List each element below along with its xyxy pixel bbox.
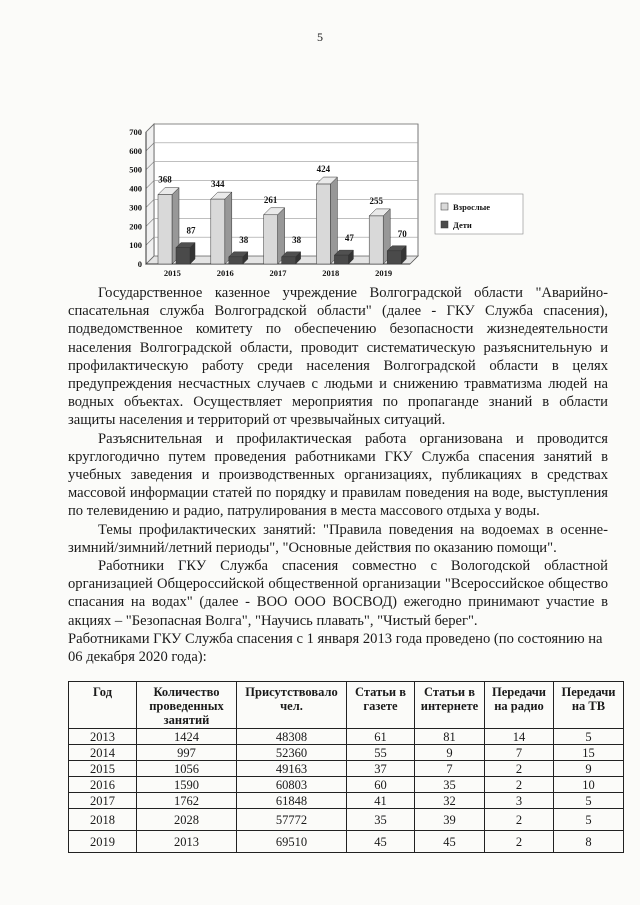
table-cell: 5 — [554, 809, 624, 831]
data-label: 70 — [397, 228, 407, 239]
table-row — [69, 809, 624, 831]
bar — [387, 251, 401, 264]
table-cell: 2 — [485, 777, 554, 793]
table-cell: 5 — [554, 793, 624, 809]
data-label: 261 — [263, 194, 278, 205]
table-header-cell: Количество проведенных занятий — [137, 682, 237, 729]
table-cell: 69510 — [237, 831, 347, 853]
y-tick-label: 500 — [129, 164, 142, 175]
bar-chart — [110, 122, 530, 284]
table-cell: 2013 — [69, 729, 137, 745]
legend-swatch — [441, 221, 448, 228]
legend-label: Дети — [453, 220, 472, 230]
data-label: 344 — [211, 179, 225, 190]
table-cell: 2 — [485, 831, 554, 853]
x-tick-label: 2015 — [163, 268, 181, 278]
table-cell: 1762 — [137, 793, 237, 809]
table-cell: 9 — [415, 745, 485, 761]
table-cell: 61848 — [237, 793, 347, 809]
table-cell: 2014 — [69, 745, 137, 761]
table-cell: 7 — [485, 745, 554, 761]
x-tick-label: 2019 — [375, 268, 393, 278]
table-cell: 81 — [415, 729, 485, 745]
table-cell: 2 — [485, 809, 554, 831]
table-cell: 60803 — [237, 777, 347, 793]
x-tick-label: 2018 — [322, 268, 340, 278]
table-cell: 35 — [347, 809, 415, 831]
table-row — [69, 777, 624, 793]
bar — [316, 184, 330, 264]
table-cell: 35 — [415, 777, 485, 793]
table-cell: 45 — [415, 831, 485, 853]
paragraph-3: Темы профилактических занятий: "Правила поведения на водоемах в осенне-зимний/зимний/летний периоды", "Основные действия по оказанию помощи". — [68, 521, 608, 556]
data-table — [68, 681, 624, 853]
intro-line: Работниками ГКУ Служба спасения с 1 января 2013 года проведено (по состоянию на 06 декабря 2020 года): — [68, 630, 603, 666]
bar-side — [225, 192, 232, 264]
bar — [158, 195, 172, 264]
table-cell: 2018 — [69, 809, 137, 831]
paragraph-1: Государственное казенное учреждение Волгоградской области "Аварийно-спасательная служба Волгоградской области" (далее - ГКУ Служба спасения), подведомственное комитету по обеспечению безопасности жизнедеятельности населения Волгоградской области, проводит систематическую разъяснительную и профилактическую работу среди населения Волгоградской области в целях предупреждения несчастных случаев с людьми и снижению травматизма людей на водных объектах. Осуществляет мероприятия по пропаганде знаний в области защиты населения и территорий от чрезвычайных ситуаций. — [68, 285, 608, 429]
chart-side-wall — [146, 124, 154, 264]
data-label: 368 — [158, 174, 172, 185]
table-header-cell: Присутствовало чел. — [237, 682, 347, 729]
table-cell: 45 — [347, 831, 415, 853]
table-row — [69, 831, 624, 853]
table-row — [69, 793, 624, 809]
page-number: 5 — [317, 30, 323, 44]
table-cell: 2019 — [69, 831, 137, 853]
table-header-cell: Передачи на ТВ — [554, 682, 624, 729]
table-cell: 37 — [347, 761, 415, 777]
table-row — [69, 745, 624, 761]
data-label: 87 — [186, 225, 196, 236]
table-row — [69, 729, 624, 745]
data-label: 47 — [344, 233, 354, 244]
table-cell: 997 — [137, 745, 237, 761]
table-cell: 1590 — [137, 777, 237, 793]
table-header-cell: Статьи в газете — [347, 682, 415, 729]
bar — [229, 257, 243, 264]
y-tick-label: 700 — [129, 127, 142, 137]
table-cell: 57772 — [237, 809, 347, 831]
table-header-cell: Год — [69, 682, 137, 729]
table-cell: 32 — [415, 793, 485, 809]
table-cell: 60 — [347, 777, 415, 793]
bar — [334, 255, 348, 264]
table-cell: 9 — [554, 761, 624, 777]
x-tick-label: 2017 — [269, 268, 287, 278]
y-tick-label: 400 — [129, 183, 142, 194]
table-cell: 15 — [554, 745, 624, 761]
paragraph-2: Разъяснительная и профилактическая работа организована и проводится круглогодично путем проведения работниками ГКУ Служба спасения занятий в учебных заведения и производственных организациях, публикациях в средствах массовой информации статей по порядку и правилам поведения на воде, выступления по телевидению и радио, патрулирования в места массового отдыха у воды. — [68, 430, 608, 520]
bar-side — [330, 177, 337, 264]
data-label: 255 — [369, 195, 383, 206]
table-cell: 7 — [415, 761, 485, 777]
y-tick-label: 0 — [137, 259, 142, 269]
table-cell: 1056 — [137, 761, 237, 777]
y-tick-label: 600 — [129, 145, 142, 156]
table-cell: 48308 — [237, 729, 347, 745]
data-label: 424 — [316, 164, 331, 175]
table-cell: 2017 — [69, 793, 137, 809]
legend-label: Взрослые — [453, 202, 491, 212]
bar — [369, 216, 383, 264]
data-label: 38 — [292, 234, 302, 245]
table-cell: 8 — [554, 831, 624, 853]
table-row — [69, 761, 624, 777]
table-cell: 14 — [485, 729, 554, 745]
table-cell: 2015 — [69, 761, 137, 777]
table-cell: 10 — [554, 777, 624, 793]
table-cell: 55 — [347, 745, 415, 761]
chart-svg — [110, 122, 530, 284]
paragraph-4: Работники ГКУ Служба спасения совместно с Вологодской областной организацией Общероссийской общественной организации "Всероссийское общество спасания на водах" (далее - ВОО ООО ВОСВОД) ежегодно принимают участие в акциях – "Безопасная Волга", "Научись плавать", "Чистый берег". — [68, 558, 608, 629]
data-label: 38 — [239, 234, 249, 245]
table-cell: 39 — [415, 809, 485, 831]
table-cell: 5 — [554, 729, 624, 745]
body-text — [68, 284, 608, 666]
table-header-cell: Передачи на радио — [485, 682, 554, 729]
legend-swatch — [441, 203, 448, 210]
table-header-cell: Статьи в интернете — [415, 682, 485, 729]
table-cell: 2028 — [137, 809, 237, 831]
table-cell: 3 — [485, 793, 554, 809]
x-tick-label: 2016 — [216, 268, 234, 278]
table-cell: 41 — [347, 793, 415, 809]
bar — [264, 215, 278, 264]
table-cell: 2013 — [137, 831, 237, 853]
bar — [282, 257, 296, 264]
table-cell: 2016 — [69, 777, 137, 793]
table-cell: 1424 — [137, 729, 237, 745]
bar — [176, 248, 190, 264]
table-cell: 52360 — [237, 745, 347, 761]
table-header-row — [69, 682, 624, 729]
y-tick-label: 200 — [129, 221, 142, 232]
bar — [211, 199, 225, 264]
y-tick-label: 300 — [129, 202, 142, 213]
table-cell: 61 — [347, 729, 415, 745]
table-cell: 2 — [485, 761, 554, 777]
statistics-table — [68, 681, 623, 853]
table-cell: 49163 — [237, 761, 347, 777]
y-tick-label: 100 — [129, 240, 142, 251]
